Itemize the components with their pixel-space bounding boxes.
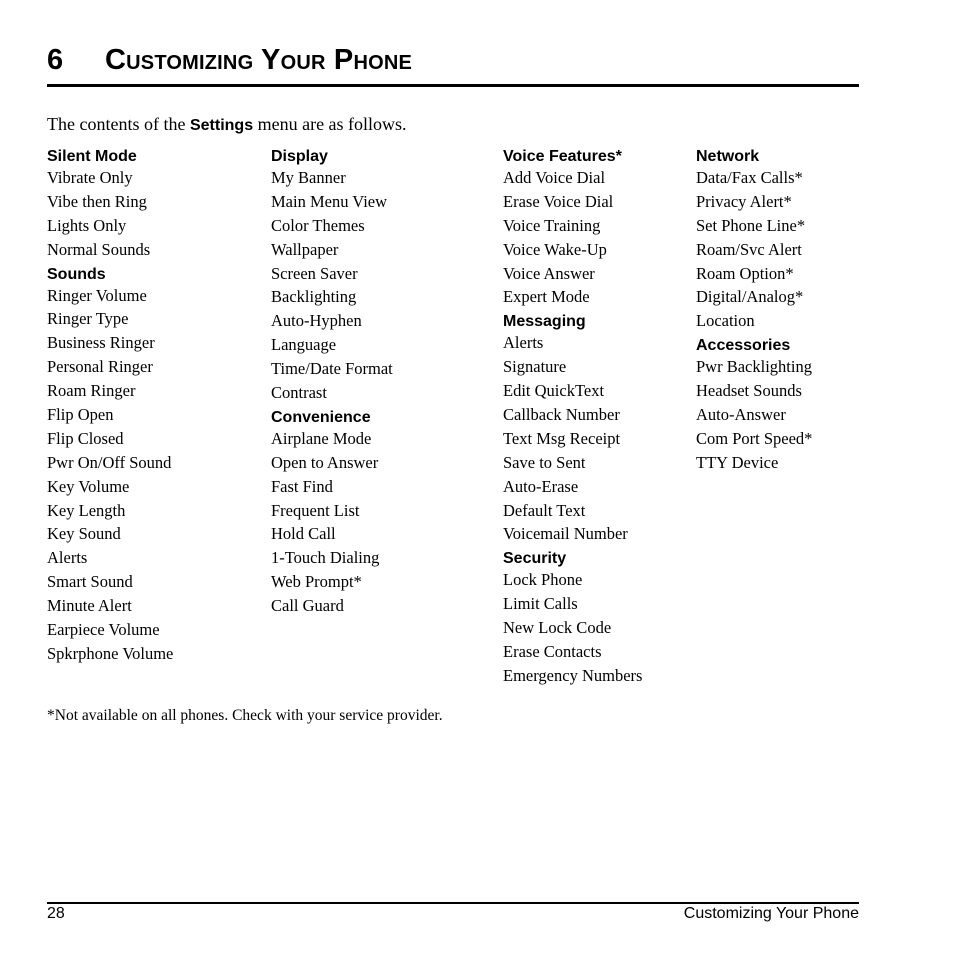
menu-item: Minute Alert xyxy=(47,596,132,616)
group-heading: Display xyxy=(271,148,328,165)
menu-item: Emergency Numbers xyxy=(503,665,643,685)
menu-item: Privacy Alert* xyxy=(696,191,792,211)
menu-item: New Lock Code xyxy=(503,618,612,638)
menu-item: Digital/Analog* xyxy=(696,287,804,307)
group-heading: Accessories xyxy=(696,337,791,355)
menu-item: Hold Call xyxy=(271,524,336,544)
settings-group xyxy=(696,146,812,333)
menu-item: Default Text xyxy=(503,500,586,520)
menu-item: Location xyxy=(696,311,755,331)
menu-item: Lights Only xyxy=(47,215,127,235)
menu-item: Lock Phone xyxy=(503,570,583,590)
settings-column-4 xyxy=(696,146,812,477)
chapter-number: 6 xyxy=(47,44,64,76)
group-heading: Messaging xyxy=(503,313,586,331)
menu-item: Auto-Erase xyxy=(503,476,579,496)
menu-item: Roam/Svc Alert xyxy=(696,239,802,259)
menu-item: Flip Closed xyxy=(47,428,124,448)
menu-item: Voicemail Number xyxy=(503,524,628,544)
menu-item: Com Port Speed* xyxy=(696,428,813,448)
heading-rule xyxy=(47,84,859,87)
settings-group xyxy=(503,311,642,546)
group-heading: Security xyxy=(503,550,567,568)
menu-item: Time/Date Format xyxy=(271,359,393,379)
settings-group xyxy=(271,146,393,405)
menu-item: Signature xyxy=(503,357,567,377)
menu-item: Save to Sent xyxy=(503,452,586,472)
menu-item: Color Themes xyxy=(271,215,365,235)
menu-item: Erase Voice Dial xyxy=(503,191,614,211)
menu-item: Set Phone Line* xyxy=(696,215,806,235)
menu-item: Spkrphone Volume xyxy=(47,643,174,663)
group-heading: Silent Mode xyxy=(47,148,137,165)
menu-item: Normal Sounds xyxy=(47,239,151,259)
menu-item: Vibe then Ring xyxy=(47,191,147,211)
menu-item: Web Prompt* xyxy=(271,572,362,592)
menu-item: Callback Number xyxy=(503,405,620,425)
menu-item: Call Guard xyxy=(271,596,344,616)
group-heading: Convenience xyxy=(271,408,371,426)
menu-item: Auto-Answer xyxy=(696,405,786,425)
settings-group xyxy=(696,335,812,474)
menu-item: Key Length xyxy=(47,500,126,520)
menu-item: Screen Saver xyxy=(271,263,358,283)
menu-item: Open to Answer xyxy=(271,452,379,472)
settings-group xyxy=(271,407,393,618)
group-heading: Network xyxy=(696,148,760,165)
menu-item: Ringer Type xyxy=(47,309,129,329)
menu-item: Main Menu View xyxy=(271,191,388,211)
menu-item: Airplane Mode xyxy=(271,428,372,448)
menu-item: Voice Answer xyxy=(503,263,595,283)
menu-item: Headset Sounds xyxy=(696,381,802,401)
menu-item: Earpiece Volume xyxy=(47,620,160,640)
menu-item: Flip Open xyxy=(47,405,114,425)
menu-item: Business Ringer xyxy=(47,333,155,353)
menu-item: Auto-Hyphen xyxy=(271,311,362,331)
chapter-title: Customizing Your Phone xyxy=(105,44,413,76)
page-number: 28 xyxy=(47,905,65,922)
menu-item: 1-Touch Dialing xyxy=(271,548,380,568)
menu-item: Key Volume xyxy=(47,476,130,496)
menu-item: Roam Ringer xyxy=(47,381,136,401)
group-heading: Voice Features* xyxy=(503,148,622,165)
menu-item: Alerts xyxy=(47,548,88,568)
menu-item: Personal Ringer xyxy=(47,357,153,377)
menu-item: Pwr On/Off Sound xyxy=(47,452,172,472)
menu-item: Limit Calls xyxy=(503,594,578,614)
menu-item: Vibrate Only xyxy=(47,168,133,187)
menu-item: Backlighting xyxy=(271,287,357,307)
menu-item: Voice Training xyxy=(503,215,601,235)
footnote: *Not available on all phones. Check with your service provider. xyxy=(47,707,443,724)
intro-text-after: menu are as follows. xyxy=(253,114,407,134)
menu-item: Voice Wake-Up xyxy=(503,239,607,259)
menu-item: Contrast xyxy=(271,383,327,403)
menu-item: Ringer Volume xyxy=(47,285,147,305)
menu-item: Alerts xyxy=(503,333,544,353)
menu-item: Add Voice Dial xyxy=(503,168,606,187)
settings-column-2 xyxy=(271,146,393,620)
menu-item: Language xyxy=(271,335,337,355)
intro-paragraph xyxy=(47,112,407,138)
menu-item: Text Msg Receipt xyxy=(503,428,621,448)
footer-title: Customizing Your Phone xyxy=(683,905,859,922)
menu-item: TTY Device xyxy=(696,452,779,472)
settings-group xyxy=(503,146,642,309)
menu-item: Erase Contacts xyxy=(503,642,602,662)
menu-item: Edit QuickText xyxy=(503,381,605,401)
group-heading: Sounds xyxy=(47,265,106,283)
chapter-heading xyxy=(47,40,859,80)
menu-item: Frequent List xyxy=(271,500,360,520)
intro-keyword: Settings xyxy=(189,117,254,134)
menu-item: Pwr Backlighting xyxy=(696,357,812,377)
settings-column-1 xyxy=(47,146,173,668)
menu-item: Smart Sound xyxy=(47,572,133,592)
settings-group xyxy=(47,146,173,262)
intro-text-before: The contents of the xyxy=(47,114,190,134)
menu-item: Key Sound xyxy=(47,524,121,544)
menu-item: Data/Fax Calls* xyxy=(696,168,803,187)
settings-column-3 xyxy=(503,146,642,690)
menu-item: Roam Option* xyxy=(696,263,794,283)
menu-item: My Banner xyxy=(271,168,346,187)
settings-group xyxy=(47,264,173,666)
menu-item: Fast Find xyxy=(271,476,333,496)
menu-item: Expert Mode xyxy=(503,287,590,307)
menu-item: Wallpaper xyxy=(271,239,339,259)
settings-group xyxy=(503,548,642,687)
